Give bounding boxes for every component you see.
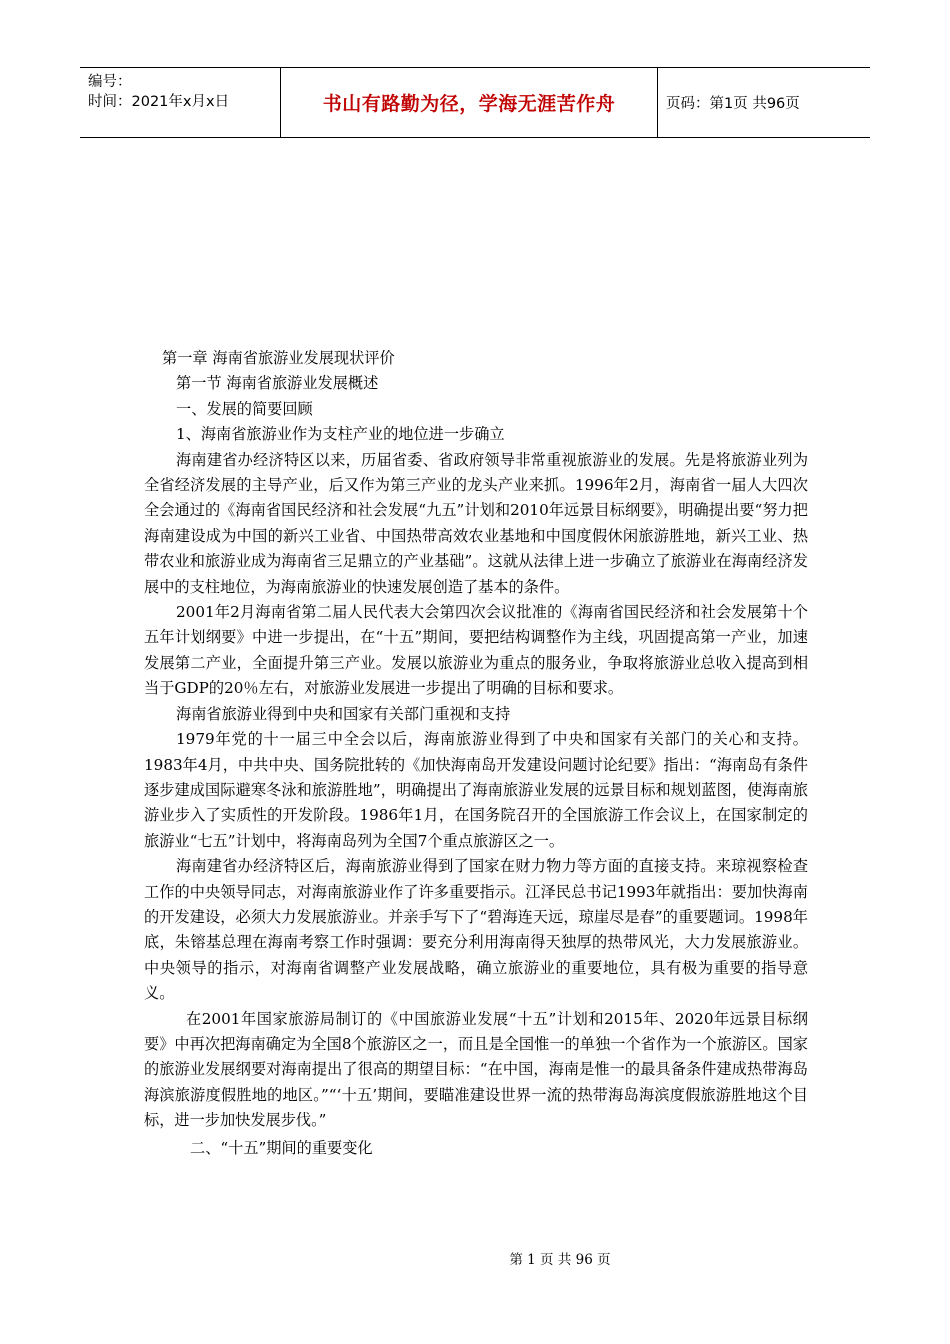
- section-title: 第一节 海南省旅游业发展概述: [176, 374, 379, 393]
- subsection-heading: 1、海南省旅游业作为支柱产业的地位进一步确立: [176, 425, 505, 444]
- time-label: 时间：2021年x月x日: [88, 94, 230, 110]
- subsection-heading: 二、“十五”期间的重要变化: [190, 1138, 373, 1157]
- document-header: [80, 67, 870, 138]
- header-page-info: 页码：第1页 共96页: [666, 96, 800, 112]
- subsection-heading: 一、发展的简要回顾: [176, 399, 313, 418]
- number-label: 编号：: [88, 74, 132, 90]
- paragraph: 海南建省办经济特区以来，历届省委、省政府领导非常重视旅游业的发展。先是将旅游业列为全省经济发展的主导产业，后又作为第三产业的龙头产业来抓。1996年2月，海南省一届人大四次全会通过的《海南省国民经济和社会发展“九五”计划和2010年远景目标纲要》，明确提出要“努力把海南建设成为中国的新兴工业省、中国热带高效农业基地和中国度假休闲旅游胜地，新兴工业、热带农业和旅游业成为海南省三足鼎立的产业基础”。这就从法律上进一步确立了旅游业在海南经济发展中的支柱地位，为海南旅游业的快速发展创造了基本的条件。: [144, 450, 808, 596]
- paragraph: 2001年2月海南省第二届人民代表大会第四次会议批准的《海南省国民经济和社会发展第十个五年计划纲要》中进一步提出，在“十五”期间，要把结构调整作为主线，巩固提高第一产业，加速发展第二产业，全面提升第三产业。发展以旅游业为重点的服务业，争取将旅游业总收入提高到相当于GDP的20％左右，对旅游业发展进一步提出了明确的目标和要求。: [144, 603, 808, 698]
- header-meta: [80, 68, 281, 137]
- document-body: [144, 346, 808, 1161]
- page-footer: 第 1 页 共 96 页: [509, 1252, 611, 1268]
- paragraph: 在2001年国家旅游局制订的《中国旅游业发展“十五”计划和2015年、2020年远景目标纲要》中再次把海南确定为全国8个旅游区之一，而且是全国惟一的单独一个省作为一个旅游区。国家的旅游业发展纲要对海南提出了很高的期望目标：“在中国，海南是惟一的最具备条件建成热带海岛海滨旅游度假胜地的地区。”“‘十五’期间，要瞄准建设世界一流的热带海岛海滨度假旅游胜地这个目标，进一步加快发展步伐。”: [144, 1009, 808, 1130]
- paragraph: 海南建省办经济特区后，海南旅游业得到了国家在财力物力等方面的直接支持。来琼视察检查工作的中央领导同志，对海南旅游业作了许多重要指示。江泽民总书记1993年就指出：要加快海南的开发建设，必须大力发展旅游业。并亲手写下了“碧海连天远，琼崖尽是春”的重要题词。1998年底，朱镕基总理在海南考察工作时强调：要充分利用海南得天独厚的热带风光，大力发展旅游业。中央领导的指示，对海南省调整产业发展战略，确立旅游业的重要地位，具有极为重要的指导意义。: [144, 857, 808, 1003]
- chapter-title: 第一章 海南省旅游业发展现状评价: [162, 349, 395, 367]
- paragraph: 1979年党的十一届三中全会以后，海南旅游业得到了中央和国家有关部门的关心和支持。1983年4月，中共中央、国务院批转的《加快海南岛开发建设问题讨论纪要》指出：“海南岛有条件逐步建成国际避寒冬泳和旅游胜地”，明确提出了海南旅游业发展的远景目标和规划蓝图，使海南旅游业步入了实质性的开发阶段。1986年1月，在国务院召开的全国旅游工作会议上，在国家制定的旅游业“七五”计划中，将海南岛列为全国7个重点旅游区之一。: [144, 730, 808, 850]
- subsection-heading: 海南省旅游业得到中央和国家有关部门重视和支持: [176, 704, 511, 723]
- header-motto: 书山有路勤为径，学海无涯苦作舟: [281, 68, 658, 137]
